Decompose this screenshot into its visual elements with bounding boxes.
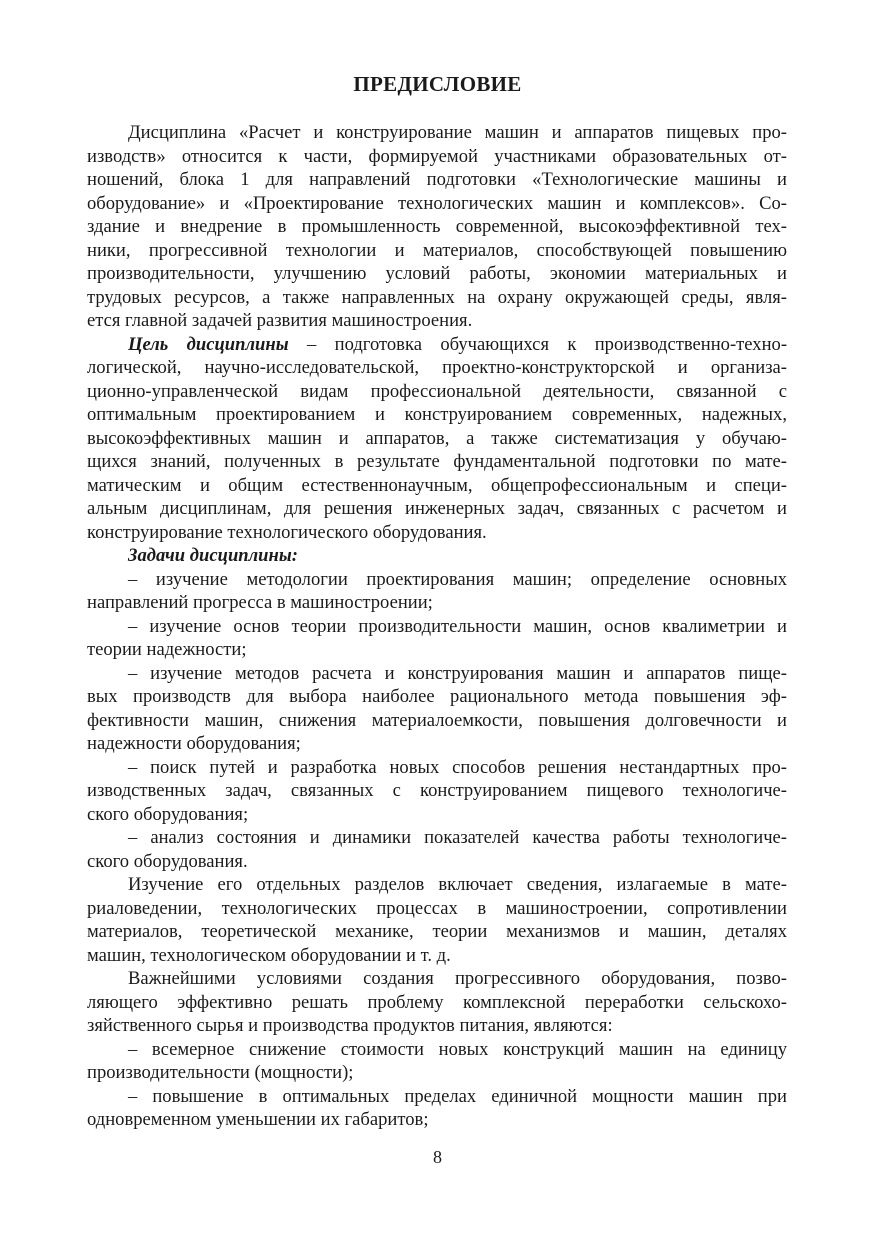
- text-line: [87, 145, 787, 169]
- line-text: фективности машин, снижения материалоемкости, повышения долговечности и: [87, 709, 787, 731]
- line-text: зяйственного сырья и производства продуктов питания, являются:: [87, 1015, 613, 1036]
- text-line: [87, 474, 787, 498]
- line-text: надежности оборудования;: [87, 733, 301, 754]
- text-line: [87, 168, 787, 192]
- line-text: ционно-управленческой видам профессиональной деятельности, связанной с: [87, 380, 787, 402]
- text-line: [87, 309, 787, 333]
- text-line: [87, 544, 787, 568]
- page-title: ПРЕДИСЛОВИЕ: [353, 72, 522, 96]
- text-line: [87, 873, 787, 897]
- paragraph: [87, 826, 787, 873]
- text-line: [87, 239, 787, 263]
- line-text: оптимальным проектированием и конструированием современных, надежных,: [87, 404, 787, 425]
- line-text: оборудование» и «Проектирование технологических машин и комплексов». Со-: [87, 192, 787, 214]
- line-text: – повышение в оптимальных пределах единичной мощности машин при: [128, 1085, 787, 1107]
- line-text: изводств» относится к части, формируемой участниками образовательных от-: [87, 145, 787, 167]
- paragraph: [87, 568, 787, 615]
- text-line: [87, 215, 787, 239]
- text-line: [87, 356, 787, 380]
- text-line: [87, 262, 787, 286]
- text-line: [87, 756, 787, 780]
- text-line: [87, 685, 787, 709]
- line-text: ского оборудования.: [87, 850, 248, 872]
- line-text: – всемерное снижение стоимости новых конструкций машин на единицу: [128, 1038, 787, 1060]
- paragraph: [87, 873, 787, 967]
- text-line: [87, 803, 787, 827]
- line-text: щихся знаний, полученных в результате фундаментальной подготовки по мате-: [87, 451, 787, 472]
- line-text: – поиск путей и разработка новых способов решения нестандартных про-: [128, 756, 787, 778]
- text-line: [87, 897, 787, 921]
- line-text: альным дисциплинам, для решения инженерных задач, связанных с расчетом и: [87, 498, 787, 519]
- paragraph: [87, 333, 787, 545]
- emphasized-lead: Задачи дисциплины:: [128, 545, 298, 566]
- text-line: [87, 662, 787, 686]
- text-line: [87, 850, 787, 874]
- line-text: одновременном уменьшении их габаритов;: [87, 1109, 429, 1130]
- line-text: высокоэффективных машин и аппаратов, а также систематизация у обучаю-: [87, 427, 787, 449]
- line-text: матическим и общим естественнонаучным, общепрофессиональным и специ-: [87, 474, 787, 496]
- line-text: – анализ состояния и динамики показателей качества работы технологиче-: [128, 827, 787, 848]
- line-text: ется главной задачей развития машиностроения.: [87, 310, 473, 331]
- text-line: [87, 709, 787, 733]
- line-text: – подготовка обучающихся к производственно-техно-: [288, 333, 788, 355]
- text-line: [87, 615, 787, 639]
- line-text: машин, технологическом оборудовании и т. д.: [87, 944, 451, 966]
- text-line: [87, 991, 787, 1015]
- text-line: [87, 521, 787, 545]
- text-line: [87, 779, 787, 803]
- line-text: ники, прогрессивной технологии и материалов, способствующей повышению: [87, 239, 787, 261]
- text-line: [87, 944, 787, 968]
- text-line: [87, 380, 787, 404]
- line-text: производительности, улучшению условий работы, экономии материальных и: [87, 263, 787, 284]
- text-line: [87, 450, 787, 474]
- text-line: [87, 121, 787, 145]
- text-line: [87, 427, 787, 451]
- paragraph: [87, 967, 787, 1038]
- paragraph: [87, 1038, 787, 1085]
- line-text: – изучение методов расчета и конструирования машин и аппаратов пище-: [128, 662, 787, 684]
- line-text: направлений прогресса в машиностроении;: [87, 592, 433, 613]
- line-text: – изучение основ теории производительности машин, основ квалиметрии и: [128, 615, 787, 637]
- line-text: трудовых ресурсов, а также направленных на охрану окружающей среды, явля-: [87, 286, 787, 308]
- line-text: конструирование технологического оборудования.: [87, 521, 487, 543]
- paragraph: [87, 544, 787, 568]
- text-line: [87, 1038, 787, 1062]
- line-text: материалов, теоретической механике, теории механизмов и машин, деталях: [87, 921, 787, 942]
- text-line: [87, 192, 787, 216]
- line-text: логической, научно-исследовательской, проектно-конструкторской и организа-: [87, 357, 787, 378]
- page-number: 8: [433, 1147, 442, 1167]
- paragraph: [87, 121, 787, 333]
- paragraph: [87, 756, 787, 827]
- line-text: теории надежности;: [87, 639, 247, 660]
- text-line: [87, 638, 787, 662]
- line-text: риаловедении, технологических процессах в машиностроении, сопротивлении: [87, 897, 787, 919]
- text-line: [87, 1061, 787, 1085]
- line-text: вых производств для выбора наиболее рационального метода повышения эф-: [87, 686, 787, 707]
- text-line: [87, 1085, 787, 1109]
- line-text: Важнейшими условиями создания прогрессивного оборудования, позво-: [128, 968, 787, 989]
- line-text: изводственных задач, связанных с конструированием пищевого технологиче-: [87, 780, 787, 801]
- paragraph: [87, 615, 787, 662]
- text-line: [87, 826, 787, 850]
- text-line: [87, 967, 787, 991]
- line-text: производительности (мощности);: [87, 1062, 354, 1083]
- text-line: [87, 403, 787, 427]
- text-line: [87, 568, 787, 592]
- line-text: Дисциплина «Расчет и конструирование машин и аппаратов пищевых про-: [128, 122, 787, 143]
- line-text: ношений, блока 1 для направлений подготовки «Технологические машины и: [87, 169, 787, 190]
- line-text: Изучение его отдельных разделов включает сведения, излагаемые в мате-: [128, 874, 787, 895]
- text-line: [87, 333, 787, 357]
- paragraph: [87, 1085, 787, 1132]
- text-line: [87, 920, 787, 944]
- line-text: ляющего эффективно решать проблему комплексной переработки сельскохо-: [87, 991, 787, 1013]
- text-line: [87, 1108, 787, 1132]
- line-text: здание и внедрение в промышленность современной, высокоэффективной тех-: [87, 216, 787, 237]
- line-text: ского оборудования;: [87, 803, 249, 825]
- text-line: [87, 732, 787, 756]
- body-text: [87, 121, 787, 1132]
- text-line: [87, 1014, 787, 1038]
- paragraph: [87, 662, 787, 756]
- text-line: [87, 286, 787, 310]
- text-line: [87, 497, 787, 521]
- line-text: – изучение методологии проектирования машин; определение основных: [128, 568, 787, 590]
- text-line: [87, 591, 787, 615]
- emphasized-lead: Цель дисциплины: [128, 333, 289, 355]
